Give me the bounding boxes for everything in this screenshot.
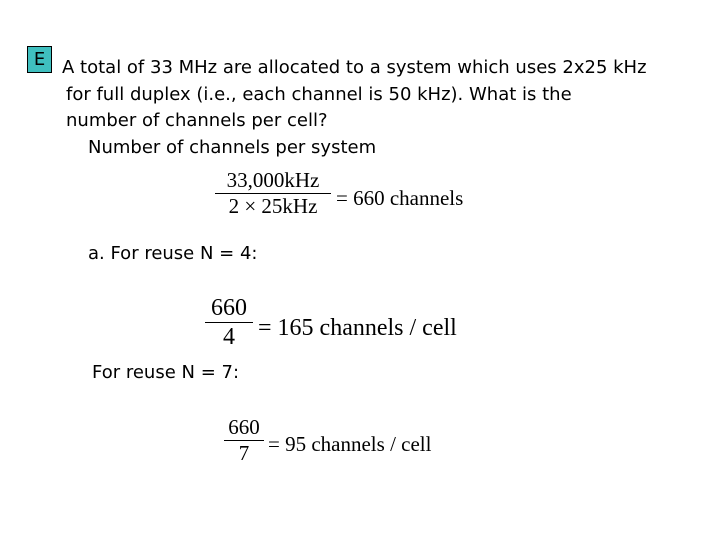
eq2-numerator: 660 <box>211 295 247 321</box>
eq3-numerator: 660 <box>228 415 260 439</box>
eq2-result: = 165 channels / cell <box>258 315 457 341</box>
eq1-result: = 660 channels <box>336 186 464 210</box>
eq1-denominator: 2 × 25kHz <box>228 194 318 218</box>
eq2-fraction-bar <box>205 322 253 323</box>
section-badge: E <box>27 46 52 73</box>
question-line-3: number of channels per cell? <box>66 110 328 131</box>
question-line-1: A total of 33 MHz are allocated to a system which uses 2x25 kHz <box>62 57 647 78</box>
reuse-4-heading: a. For reuse N = 4: <box>88 243 258 264</box>
eq2-denominator: 4 <box>223 324 235 350</box>
eq1-numerator: 33,000kHz <box>226 168 320 192</box>
system-heading: Number of channels per system <box>88 137 377 158</box>
eq3-denominator: 7 <box>238 441 250 465</box>
question-line-2: for full duplex (i.e., each channel is 50 kHz). What is the <box>66 84 572 105</box>
eq3-result: = 95 channels / cell <box>268 432 432 456</box>
reuse-7-heading: For reuse N = 7: <box>92 362 240 383</box>
